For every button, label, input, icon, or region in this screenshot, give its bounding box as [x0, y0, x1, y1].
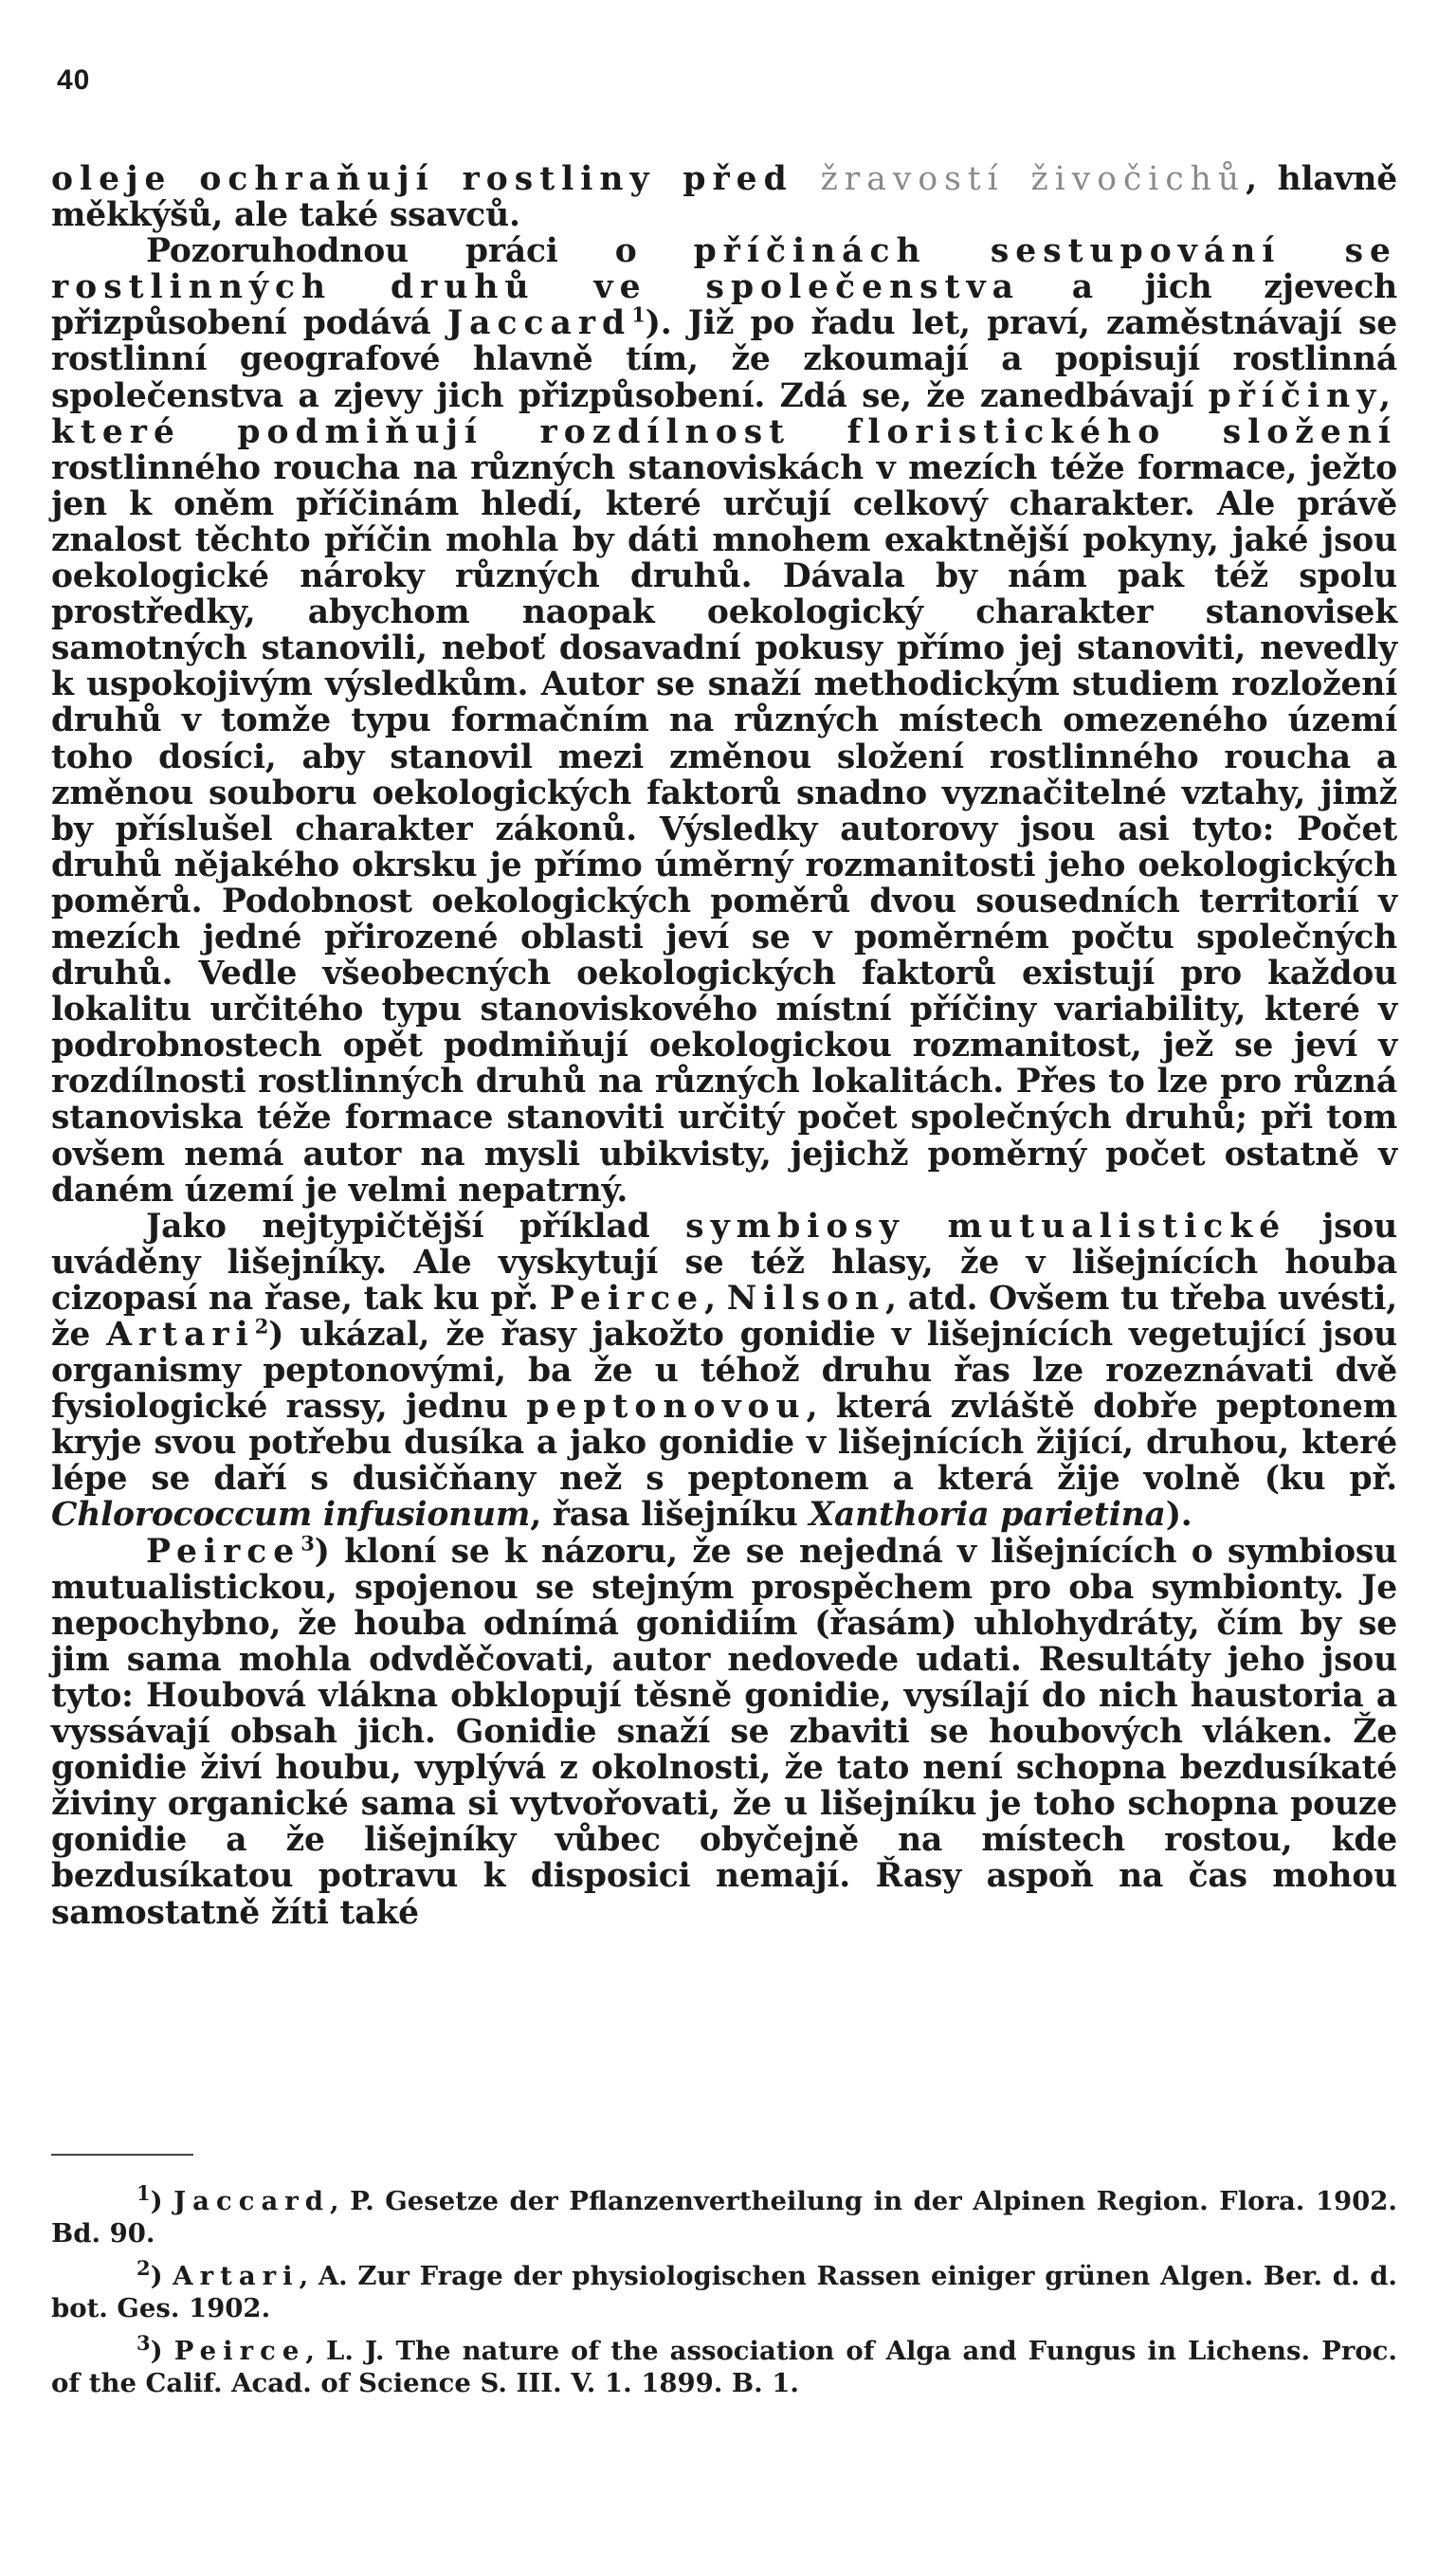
footnote-divider	[51, 2154, 193, 2156]
paragraph-segment: oleje ochraňují rostliny před	[51, 160, 821, 198]
footnote-segment: )	[150, 2261, 173, 2291]
paragraph-segment: a jich zjevech přizpůsobení podává	[51, 268, 1397, 343]
paragraph-segment: Artari	[106, 1316, 255, 1354]
paragraph-segment: 2	[254, 1314, 269, 1339]
paragraph-segment: Jaccard	[446, 304, 632, 343]
footnote-segment: )	[150, 2186, 174, 2216]
footnotes	[51, 2154, 1397, 2411]
paragraph-segment: příčinách sestupování se rostlinných druhů ve společenstva	[51, 232, 1397, 307]
footnote-3	[51, 2330, 1397, 2399]
footnote-segment: 2	[136, 2255, 151, 2280]
paragraph-segment: , atd. Ovšem tu třeba uvésti, že	[51, 1279, 1398, 1354]
footnote-segment: , L. J. The nature of the association of Alga and Fungus in Lichens. Proc. of the Calif. Acad. of Science S. III. V. 1. 1899. B. 1.	[51, 2336, 1397, 2398]
paragraph-segment: , která zvláště dobře peptonem kryje svou potřebu dusíka a jako gonidie v lišejnících žijící, druhou, které lépe se daří s dusičňany než s peptonem a která žije volně (ku př.	[51, 1388, 1397, 1499]
paragraph-segment: Peirce	[146, 1532, 301, 1571]
footnote-2	[51, 2255, 1397, 2324]
footnote-segment: , A. Zur Frage der physiologischen Rassen einiger grünen Algen. Ber. d. d. bot. Ges. 1902.	[51, 2261, 1397, 2323]
paragraph-segment: 3	[300, 1531, 315, 1556]
paragraph-1	[51, 161, 1397, 233]
paragraph-2	[51, 233, 1397, 1209]
footnote-segment: )	[150, 2336, 174, 2366]
paragraph-segment: ) ukázal, že řasy jakožto gonidie v lišejnících vegetující jsou organismy peptonovými, ba že u téhož druhu řas lze rozeznávati dvě fysiologické rassy, jednu	[51, 1316, 1398, 1427]
paragraph-segment: ,	[704, 1279, 727, 1318]
paragraph-segment: Peirce	[549, 1279, 705, 1318]
footnote-segment: , P. Gesetze der Pflanzenvertheilung in der Alpinen Region. Flora. 1902. Bd. 90.	[51, 2186, 1397, 2249]
paragraph-segment: symbiosy mutualistické	[685, 1207, 1287, 1246]
paragraph-segment: Jako nejtypičtější příklad	[146, 1207, 686, 1246]
footnote-segment: 3	[136, 2330, 151, 2355]
footnote-segment: Artari	[173, 2261, 300, 2291]
paragraph-segment: ).	[1165, 1496, 1192, 1535]
body-text	[51, 161, 1397, 1931]
paragraph-segment: Chlorococcum infusionum	[51, 1496, 531, 1535]
page-number: 40	[57, 64, 91, 96]
paragraph-3	[51, 1209, 1397, 1534]
paragraph-segment: jsou uváděny lišejníky. Ale vyskytují se též hlasy, že v lišejnících houba cizopasí na řase, tak ku př.	[51, 1207, 1397, 1318]
paragraph-segment: příčiny, které podmiňují rozdílnost floristického složení	[51, 376, 1397, 451]
paragraph-segment: , řasa lišejníku	[530, 1496, 810, 1535]
paragraph-segment: ). Již po řadu let, praví, zaměstnávají se rostlinní geografové hlavně tím, že zkoumají a popisují rostlinná společenstva a zjevy jich přizpůsobení. Zdá se, že zanedbávají	[51, 304, 1397, 415]
paragraph-segment: ) kloní se k názoru, že se nejedná v lišejnících o symbiosu mutualistickou, spojenou se stejným prospěchem pro oba symbionty. Je nepochybno, že houba odnímá gonidiím (řasám) uhlohydráty, čím by se jim sama mohla odvděčovati, autor nedovede udati. Resultáty jeho jsou tyto: Houbová vlákna obklopují těsně gonidie, vysílají do nich haustoria a vyssávají obsah jich. Gonidie snaží se zbaviti se houbových vláken. Že gonidie živí houbu, vyplývá z okolnosti, že tato není schopna bezdusíkaté živiny organické sama si vytvořovati, že u lišejníku je toho schopna pouze gonidie a že lišejníky vůbec obyčejně na místech rostou, kde bezdusíkatou potravu k disposici nemají. Řasy aspoň na čas mohou samostatně žíti také	[51, 1532, 1397, 1932]
footnote-1	[51, 2180, 1397, 2249]
footnote-segment: Peirce	[173, 2336, 306, 2366]
paragraph-segment: Pozoruhodnou práci o	[146, 232, 694, 271]
paragraph-segment: žravostí živočichů	[820, 160, 1247, 198]
paragraph-segment: 1	[631, 302, 646, 327]
paragraph-segment: , hlavně měkkýšů, ale také ssavců.	[51, 160, 1398, 235]
paragraph-segment: rostlinného roucha na různých stanoviskách v mezích téže formace, ježto jen k oněm příčinám hledí, které určují celkový charakter. Ale právě znalost těchto příčin mohla by dáti mnohem exaktnější pokyny, jaké jsou oekologické nároky různých druhů. Dávala by nám pak též spolu prostředky, abychom naopak oekologický charakter stanovisek samotných stanovili, neboť dosavadní pokusy přímo jej stanoviti, nevedly k uspokojivým výsledkům. Autor se snaží methodickým studiem rozložení druhů v tomže typu formačním na různých místech omezeného území toho dosíci, aby stanovil mezi změnou složení rostlinného roucha a změnou souboru oekologických faktorů snadno vyznačitelné vztahy, jimž by příslušel charakter zákonů. Výsledky autorovy jsou asi tyto: Počet druhů nějakého okrsku je přímo úměrný rozmanitosti jeho oekologických poměrů. Podobnost oekologických poměrů dvou sousedních territorií v mezích jedné přirozené oblasti jeví se v poměrném počtu společných druhů. Vedle všeobecných oekologických faktorů existují pro každou lokalitu určitého typu stanoviskového místní příčiny variability, které v podrobnostech opět podmiňují oekologickou rozmanitost, jež se jeví v rozdílnosti rostlinných druhů na různých lokalitách. Přes to lze pro různá stanoviska téže formace stanoviti určitý počet společných druhů; při tom ovšem nemá autor na mysli ubikvisty, jejichž poměrný počet ostatně v daném území je velmi nepatrný.	[51, 448, 1397, 1210]
paragraph-segment: Xanthoria parietina	[809, 1496, 1166, 1535]
footnote-segment: Jaccard	[173, 2186, 330, 2216]
paragraph-segment: Nilson	[726, 1279, 886, 1318]
footnote-segment: 1	[136, 2180, 151, 2205]
paragraph-4	[51, 1531, 1397, 1932]
paragraph-segment: peptonovou	[526, 1388, 807, 1427]
